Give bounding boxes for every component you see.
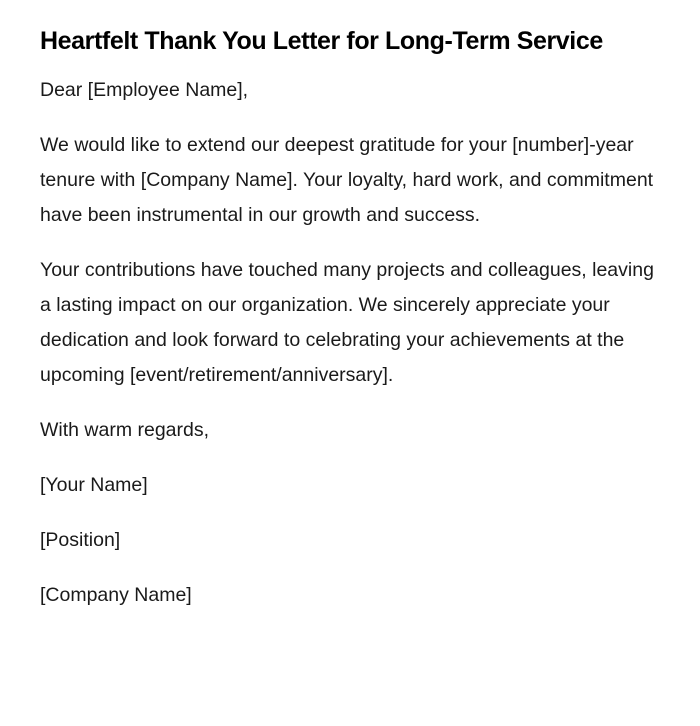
closing: With warm regards, (40, 419, 210, 441)
salutation: Dear [Employee Name], (40, 79, 249, 101)
document-title: Heartfelt Thank You Letter for Long-Term Service (40, 27, 603, 55)
signer-company: [Company Name] (40, 584, 192, 606)
signer-name: [Your Name] (40, 474, 148, 496)
signer-position: [Position] (40, 529, 121, 551)
body-paragraph-2: Your contributions have touched many projects and colleagues, leaving a lasting impact on our organization. We sincerely appreciate your dedication and look forward to celebrating your achievements at the upcoming [event/retirement/anniversary]. (40, 259, 654, 386)
body-paragraph-1: We would like to extend our deepest gratitude for your [number]-year tenure with [Company Name]. Your loyalty, hard work, and commitment have been instrumental in our growth and success. (40, 134, 654, 226)
